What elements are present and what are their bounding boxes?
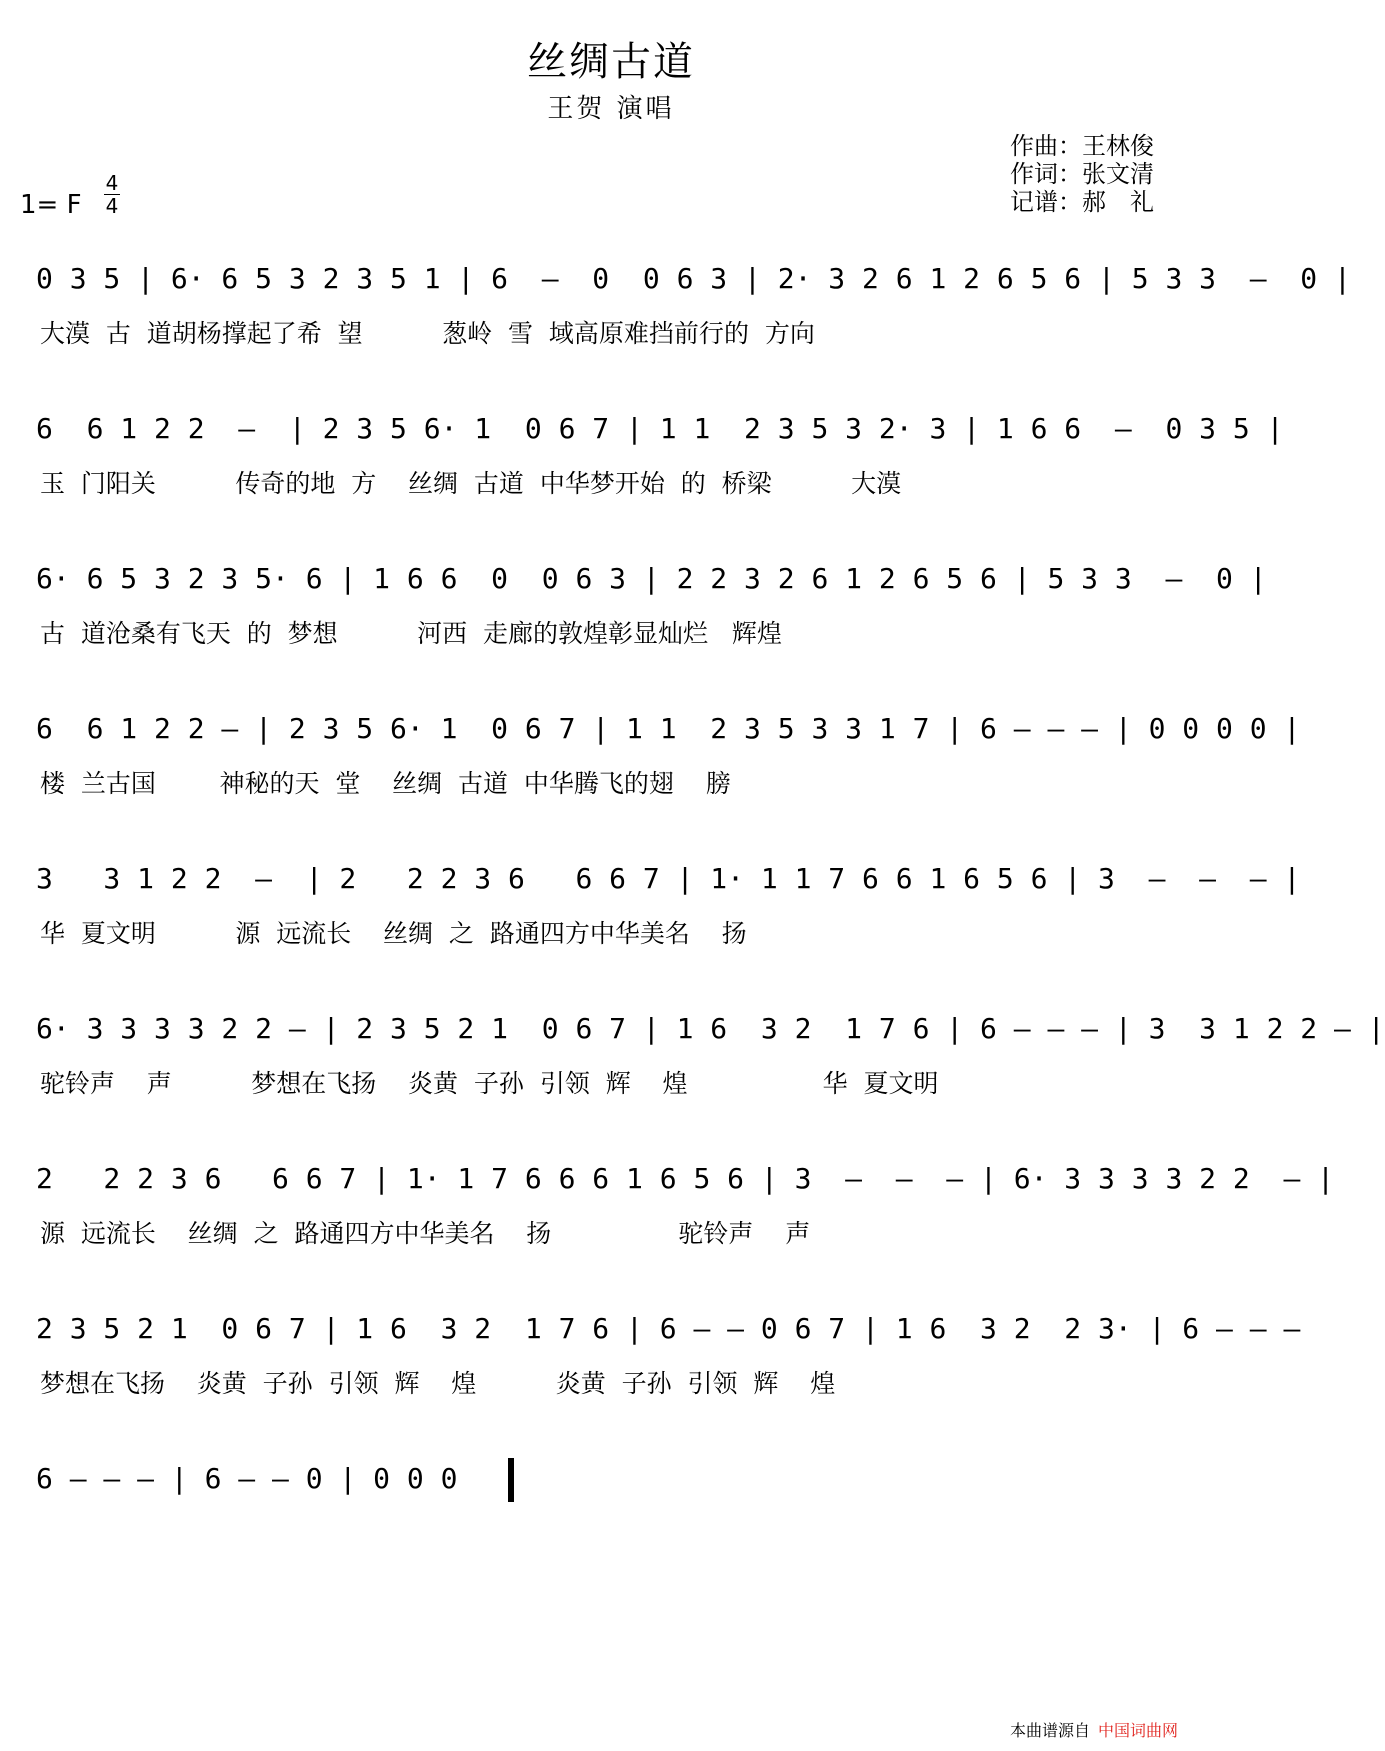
jianpu-notes: 6· 3 3 3 3 2 2 – | 2 3 5 2 1 0 6 7 | 1 6 3 2 1 7 6 | 6 – – – | 3 3 1 2 2 – |: [36, 1012, 1385, 1045]
score-system-3: [0, 550, 1267, 710]
score-system-1: [0, 250, 1351, 410]
jianpu-notes: 3 3 1 2 2 – | 2 2 2 3 6 6 6 7 | 1· 1 1 7 6 6 1 6 5 6 | 3 – – – |: [36, 862, 1301, 895]
notation-line: [0, 1300, 1318, 1360]
time-signature-top: 4: [105, 171, 119, 195]
jianpu-notes: 6 6 1 2 2 – | 2 3 5 6· 1 0 6 7 | 1 1 2 3 5 3 3 1 7 | 6 – – – | 0 0 0 0 |: [36, 712, 1301, 745]
jianpu-notes: 6 6 1 2 2 – | 2 3 5 6· 1 0 6 7 | 1 1 2 3 5 3 2· 3 | 1 6 6 – 0 3 5 |: [36, 412, 1284, 445]
lyrics-line: 驼铃声 声 梦想在飞扬 炎黄 子孙 引领 辉 煌 华 夏文明: [40, 1069, 939, 1098]
lyricist-credit: 作词：张文清: [1010, 160, 1154, 188]
transcriber-credit: 记谱：郝 礼: [1010, 188, 1154, 216]
source-label: 本曲谱源自: [1010, 1721, 1091, 1740]
notation-line: [0, 1150, 1335, 1210]
composer-credit: 作曲：王林俊: [1010, 132, 1154, 160]
jianpu-notes: 2 3 5 2 1 0 6 7 | 1 6 3 2 1 7 6 | 6 – – 0 6 7 | 1 6 3 2 2 3· | 6 – – –: [36, 1312, 1318, 1345]
lyrics-line: 玉 门阳关 传奇的地 方 丝绸 古道 中华梦开始 的 桥梁 大漠: [40, 469, 902, 498]
lyrics-line: 华 夏文明 源 远流长 丝绸 之 路通四方中华美名 扬: [40, 919, 747, 948]
lyrics-line: 古 道沧桑有飞天 的 梦想 河西 走廊的敦煌彰显灿烂 辉煌: [40, 619, 782, 648]
source-footer: [1010, 1718, 1178, 1741]
lyrics-line: 梦想在飞扬 炎黄 子孙 引领 辉 煌 炎黄 子孙 引领 辉 煌: [40, 1369, 836, 1398]
notation-line: [0, 1000, 1385, 1060]
score-system-8: [0, 1300, 1318, 1460]
performer-line: 王贺 演唱: [547, 94, 675, 124]
score-system-2: [0, 400, 1284, 560]
lyrics-line: 大漠 古 道胡杨撑起了希 望 葱岭 雪 域高原难挡前行的 方向: [40, 319, 815, 348]
credits-block: [1010, 132, 1215, 216]
key-signature: 1= F: [20, 190, 82, 220]
notation-line: [0, 400, 1284, 460]
jianpu-notes: 0 3 5 | 6· 6 5 3 2 3 5 1 | 6 – 0 0 6 3 | 2· 3 2 6 1 2 6 5 6 | 5 3 3 – 0 |: [36, 262, 1351, 295]
score-system-5: [0, 850, 1301, 1010]
score-system-9: [0, 1450, 1222, 1610]
song-title: 丝绸古道: [527, 39, 695, 85]
score-system-7: [0, 1150, 1335, 1310]
source-brand: 中国词曲网: [1098, 1721, 1179, 1740]
notation-line: [0, 250, 1351, 310]
time-signature-bottom: 4: [105, 194, 119, 218]
notation-line: [0, 1450, 1222, 1510]
notation-line: [0, 700, 1301, 760]
jianpu-notes: 6· 6 5 3 2 3 5· 6 | 1 6 6 0 0 6 3 | 2 2 3 2 6 1 2 6 5 6 | 5 3 3 – 0 |: [36, 562, 1267, 595]
lyrics-line: 楼 兰古国 神秘的天 堂 丝绸 古道 中华腾飞的翅 膀: [40, 769, 731, 798]
jianpu-notes: 6 – – – | 6 – – 0 | 0 0 0: [36, 1462, 475, 1495]
lyrics-line: 源 远流长 丝绸 之 路通四方中华美名 扬 驼铃声 声: [40, 1219, 811, 1248]
final-barline: [508, 1458, 514, 1502]
score-system-4: [0, 700, 1301, 860]
notation-line: [0, 550, 1267, 610]
score-system-6: [0, 1000, 1385, 1160]
jianpu-notes: 2 2 2 3 6 6 6 7 | 1· 1 7 6 6 6 1 6 5 6 | 3 – – – | 6· 3 3 3 3 2 2 – |: [36, 1162, 1335, 1195]
time-signature: [102, 172, 122, 217]
notation-line: [0, 850, 1301, 910]
